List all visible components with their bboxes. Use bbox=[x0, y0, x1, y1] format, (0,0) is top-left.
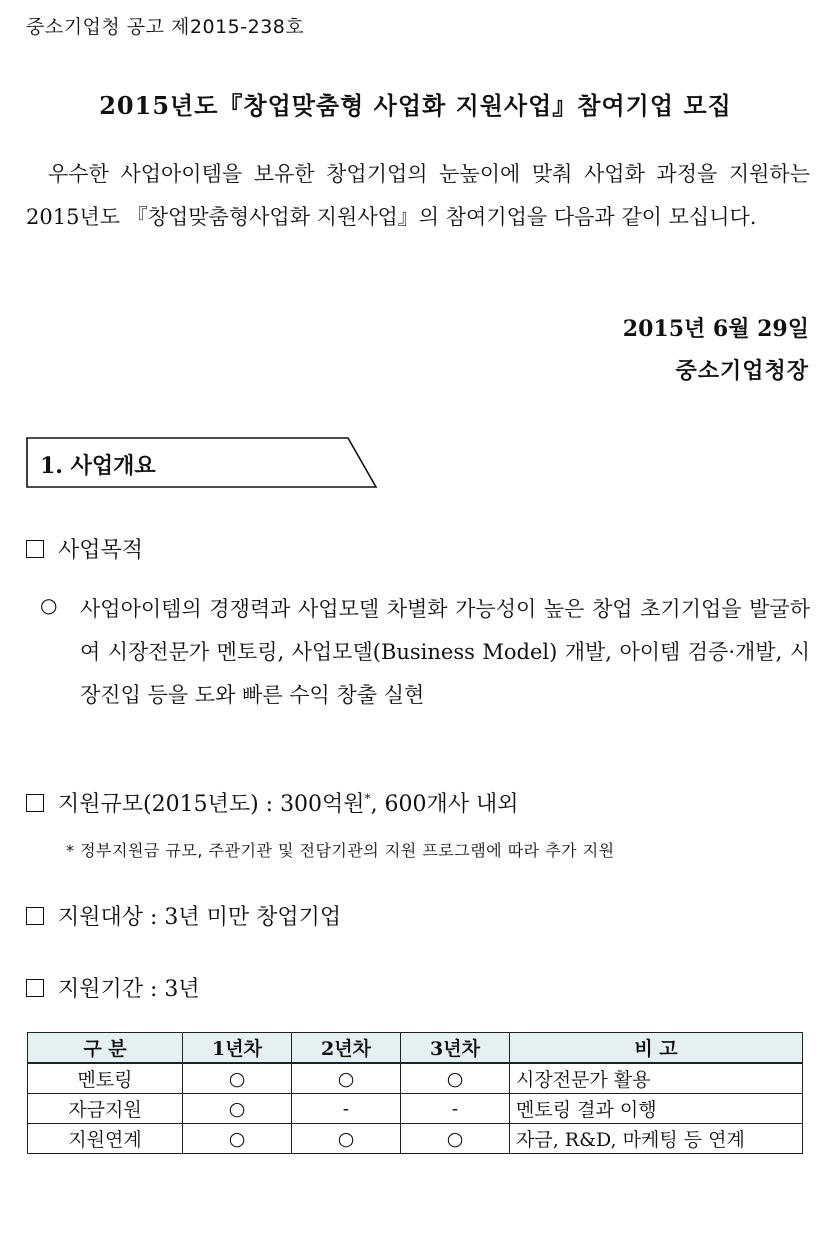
purpose-heading bbox=[26, 533, 143, 564]
table-row bbox=[28, 1124, 803, 1154]
table-cell: ○ bbox=[401, 1124, 510, 1154]
table-cell: ○ bbox=[401, 1063, 510, 1094]
target-heading-text: 지원대상 : 3년 미만 창업기업 bbox=[58, 905, 342, 930]
table-cell: ○ bbox=[292, 1063, 401, 1094]
intro-text: 우수한 사업아이템을 보유한 창업기업의 눈높이에 맞춰 사업화 과정을 지원하는 2015년도 『창업맞춤형사업화 지원사업』의 참여기업을 다음과 같이 모십니다. bbox=[26, 162, 810, 229]
document-title: 2015년도『창업맞춤형 사업화 지원사업』참여기업 모집 bbox=[99, 91, 732, 120]
period-heading bbox=[26, 972, 200, 1003]
announcement-date: 2015년 6월 29일 bbox=[622, 316, 809, 342]
table-cell: 멘토링 bbox=[28, 1063, 183, 1094]
table-cell: ○ bbox=[183, 1094, 292, 1124]
table-cell: ○ bbox=[292, 1124, 401, 1154]
scale-star: * bbox=[364, 791, 371, 806]
table-header-cell: 비 고 bbox=[510, 1033, 803, 1064]
scale-heading bbox=[26, 787, 519, 818]
table-header-cell: 구 분 bbox=[28, 1033, 183, 1064]
checkbox-square-icon bbox=[26, 794, 44, 812]
table-cell: 자금지원 bbox=[28, 1094, 183, 1124]
target-heading bbox=[26, 900, 341, 931]
table-header-cell: 2년차 bbox=[292, 1033, 401, 1064]
table-header-cell: 1년차 bbox=[183, 1033, 292, 1064]
checkbox-square-icon bbox=[26, 907, 44, 925]
purpose-text: 사업아이템의 경쟁력과 사업모델 차별화 가능성이 높은 창업 초기기업을 발굴하여 시장전문가 멘토링, 사업모델(Business Model) 개발, 아이템 검증·개발, 시장진입 등을 도와 빠른 수익 창출 실현 bbox=[80, 597, 810, 707]
checkbox-square-icon bbox=[26, 540, 44, 558]
table-row bbox=[28, 1063, 803, 1094]
table-cell: 지원연계 bbox=[28, 1124, 183, 1154]
intro-paragraph bbox=[26, 153, 810, 239]
period-heading-text: 지원기간 : 3년 bbox=[58, 977, 200, 1002]
section-1-header bbox=[26, 437, 378, 489]
purpose-heading-text: 사업목적 bbox=[58, 538, 144, 563]
circle-bullet-icon: ○ bbox=[40, 593, 58, 617]
table-cell: ○ bbox=[183, 1063, 292, 1094]
support-table bbox=[27, 1032, 803, 1154]
table-cell: - bbox=[401, 1094, 510, 1124]
scale-footnote: * 정부지원금 규모, 주관기관 및 전담기관의 지원 프로그램에 따라 추가 지원 bbox=[66, 841, 615, 860]
section-1-label: 1. 사업개요 bbox=[40, 453, 156, 479]
table-cell: ○ bbox=[183, 1124, 292, 1154]
table-cell: 멘토링 결과 이행 bbox=[510, 1094, 803, 1124]
scale-suffix: , 600개사 내외 bbox=[370, 792, 519, 817]
table-header-cell: 3년차 bbox=[401, 1033, 510, 1064]
table-cell: 자금, R&D, 마케팅 등 연계 bbox=[510, 1124, 803, 1154]
issuer-name: 중소기업청장 bbox=[675, 358, 809, 384]
checkbox-square-icon bbox=[26, 979, 44, 997]
table-cell: 시장전문가 활용 bbox=[510, 1063, 803, 1094]
table-header-row bbox=[28, 1033, 803, 1064]
scale-prefix: 지원규모(2015년도) : 300억원 bbox=[58, 792, 365, 817]
scale-heading-text bbox=[58, 787, 519, 818]
notice-number: 중소기업청 공고 제2015-238호 bbox=[26, 16, 305, 38]
table-cell: - bbox=[292, 1094, 401, 1124]
table-row bbox=[28, 1094, 803, 1124]
